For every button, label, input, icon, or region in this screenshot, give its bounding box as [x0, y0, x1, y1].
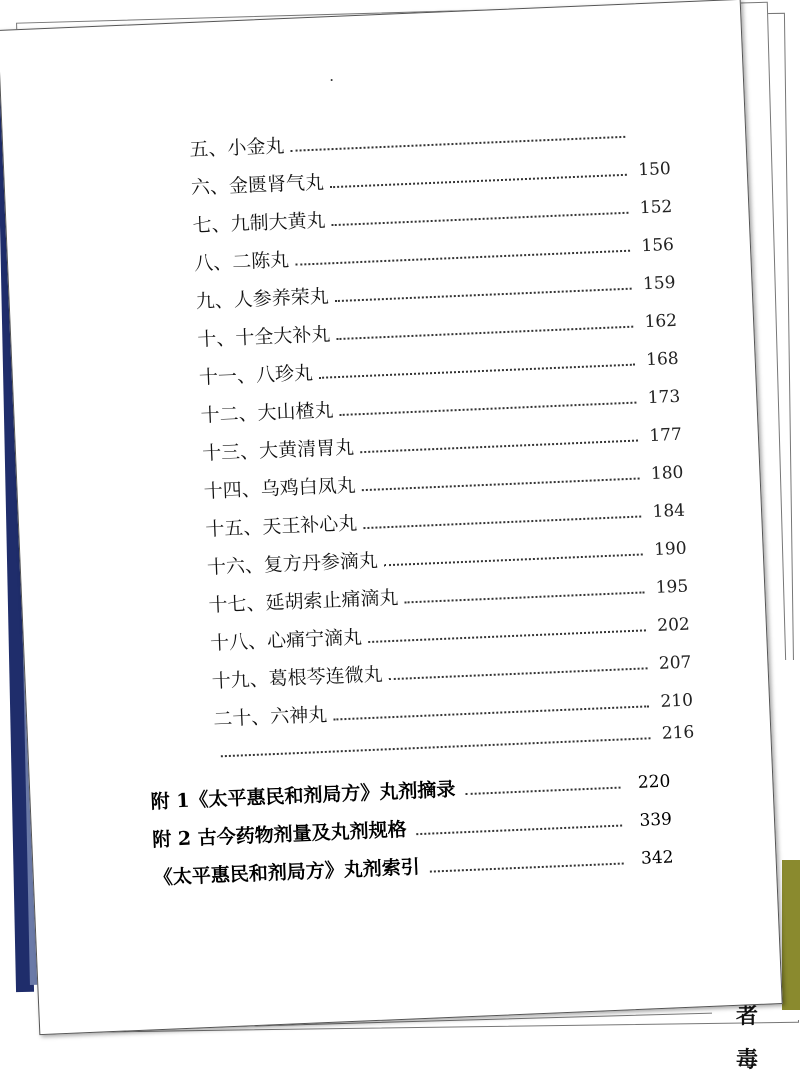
leader-dots [319, 364, 635, 379]
entry-page: 207 [658, 652, 692, 674]
entry-page: 152 [639, 196, 673, 219]
entry-page: 180 [650, 462, 684, 485]
entry-page [631, 136, 669, 138]
appendix-page: 342 [640, 847, 674, 869]
entry-number: 十七、 [208, 592, 266, 617]
leader-dots [330, 174, 627, 188]
adjacent-char: 毒 [736, 1047, 759, 1073]
appendix-title: 附 1《太平惠民和剂局方》丸剂摘录 [150, 778, 456, 814]
entry-number: 十四、 [203, 478, 262, 503]
entry-page: 162 [644, 310, 678, 333]
leader-dots [363, 515, 641, 529]
leader-dots [368, 629, 646, 643]
leader-dots [389, 667, 648, 680]
entry-title: 十全大补丸 [234, 323, 331, 350]
adjacent-page-band [782, 860, 800, 1010]
entry-page: 210 [660, 690, 694, 712]
appendix-title: 《太平惠民和剂局方》丸剂索引 [153, 856, 421, 890]
entry-page: 156 [641, 234, 675, 257]
entry-number: 七、 [192, 213, 232, 237]
entry-title: 金匮肾气丸 [228, 171, 325, 198]
entry-number: 十、 [196, 327, 236, 351]
leader-dots [295, 250, 630, 266]
entry-title: 复方丹参滴丸 [263, 549, 379, 577]
appendix-list [150, 766, 674, 902]
entry-number: 十五、 [204, 516, 263, 541]
leader-dots [336, 326, 633, 340]
entry-number: 五、 [188, 137, 228, 162]
appendix-page: 339 [639, 809, 673, 831]
entry-title: 小金丸 [226, 135, 285, 160]
toc-entries [189, 115, 696, 781]
leader-dots [430, 863, 624, 873]
entry-page: 184 [652, 500, 686, 522]
entry-title: 人参养荣丸 [233, 285, 330, 312]
entry-number: 十八、 [209, 630, 268, 655]
appendix-page: 220 [637, 771, 671, 793]
leader-dots [384, 553, 643, 566]
entry-title: 乌鸡白凤丸 [260, 474, 357, 501]
leader-dots [417, 825, 622, 836]
leader-dots [340, 402, 637, 416]
entry-number: 十二、 [200, 402, 259, 427]
entry-number: 十六、 [206, 554, 265, 579]
leader-dots [362, 478, 640, 492]
appendix-title: 附 2 古今药物剂量及丸剂规格 [151, 818, 408, 852]
entry-title: 六神丸 [269, 703, 328, 729]
entry-title: 心痛宁滴丸 [266, 626, 363, 653]
entry-page: 173 [647, 386, 681, 409]
entry-number: 十九、 [211, 668, 270, 693]
page-speck [331, 79, 333, 81]
entry-number: 十三、 [201, 440, 260, 465]
entry-title: 大山楂丸 [257, 399, 334, 425]
entry-page: 168 [645, 348, 680, 371]
leader-dots [405, 591, 645, 603]
leader-dots [360, 440, 638, 454]
entry-page: 195 [655, 576, 689, 598]
entry-title: 延胡索止痛滴丸 [265, 586, 399, 615]
entry-title: 葛根芩连微丸 [268, 663, 384, 691]
entry-page: 190 [653, 538, 688, 560]
entry-number: 九、 [195, 289, 235, 313]
leader-dots [221, 737, 651, 757]
entry-number: 十一、 [198, 364, 257, 389]
adjacent-char: 者 [736, 1003, 759, 1029]
leader-dots [291, 136, 626, 152]
entry-title: 八珍丸 [255, 362, 314, 387]
leader-dots [465, 787, 620, 795]
entry-number: 八、 [193, 251, 233, 275]
entry-page: 177 [648, 424, 683, 447]
entry-number: 二十、 [212, 706, 271, 731]
entry-title: 九制大黄丸 [230, 209, 327, 236]
entry-title: 大黄清胃丸 [258, 436, 355, 463]
entry-title: 二陈丸 [231, 249, 290, 274]
entry-page: 216 [661, 722, 695, 744]
leader-dots [332, 212, 629, 226]
entry-page: 202 [656, 614, 691, 636]
entry-page: 159 [642, 272, 676, 295]
leader-dots [333, 705, 649, 720]
leader-dots [335, 288, 632, 302]
entry-page: 150 [637, 158, 672, 181]
entry-title: 天王补心丸 [261, 512, 358, 539]
entry-number: 六、 [190, 175, 230, 200]
